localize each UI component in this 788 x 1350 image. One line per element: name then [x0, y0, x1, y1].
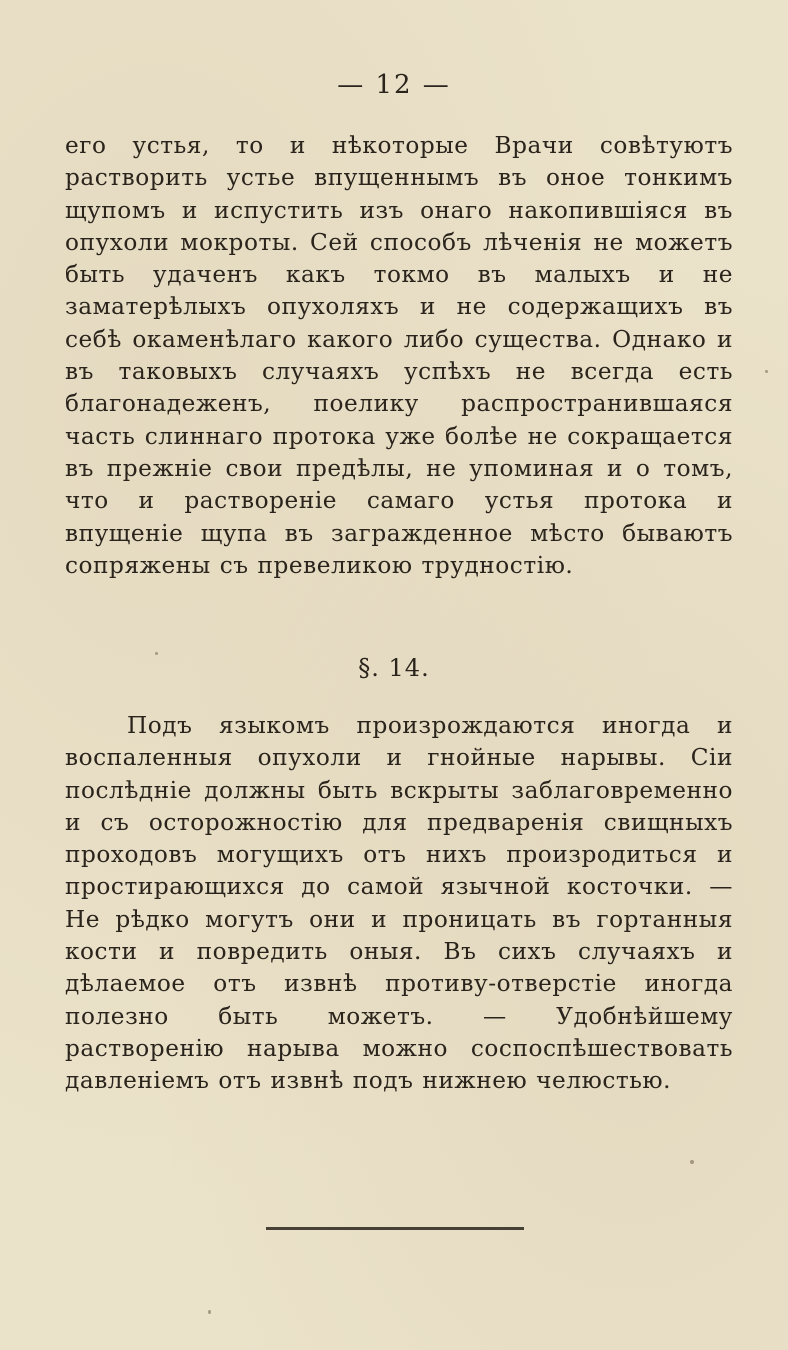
paper-speck — [765, 370, 768, 373]
paragraph: Подъ языкомъ произрождаются иногда и воспаленныя опухоли и гнойные нарывы. Сіи послѣдніе должны быть вскрыты заблаговременно и съ осторожностію для предваренія свищныхъ проходовъ могущихъ отъ нихъ произродиться и простирающихся до самой язычной косточки. — Не рѣдко могутъ они и проницать въ гортанныя кости и повредить оныя. Въ сихъ случаяхъ и дѣлаемое отъ извнѣ противу-отверстіе иногда полезно быть можетъ. — Удобнѣйшему раствоpенію нарыва можно соспоспѣшествовать давленіемъ отъ извнѣ подъ нижнею челюстью. — [65, 712, 733, 1095]
section-heading: §. 14. — [358, 654, 430, 682]
page-number: — 12 — — [337, 70, 451, 100]
end-rule — [266, 1227, 524, 1230]
paragraph: его устья, то и нѣкоторые Врачи совѣтуютъ растворить устье впущеннымъ въ оное тонкимъ щупомъ и испустить изъ онаго накопившіяся въ опухоли мокроты. Сей способъ лѣченія не можетъ быть удаченъ какъ токмо въ малыхъ и не заматерѣлыхъ опухоляхъ и не содержащихъ въ себѣ окаменѣлаго какого либо существа. Однако и въ таковыхъ случаяхъ успѣхъ не всегда есть благонадеженъ, поелику распространившаяся часть слиннаго протока уже болѣе не сокращается въ прежніе свои предѣлы, не упоминая и о томъ, что и раствореніе самаго устья протока и впущеніе щупа въ загражденное мѣсто бываютъ сопряжены съ превеликою трудностію. — [65, 132, 733, 579]
paper-speck — [690, 1160, 694, 1164]
paper-speck — [208, 1310, 211, 1314]
paper-speck — [155, 652, 158, 655]
